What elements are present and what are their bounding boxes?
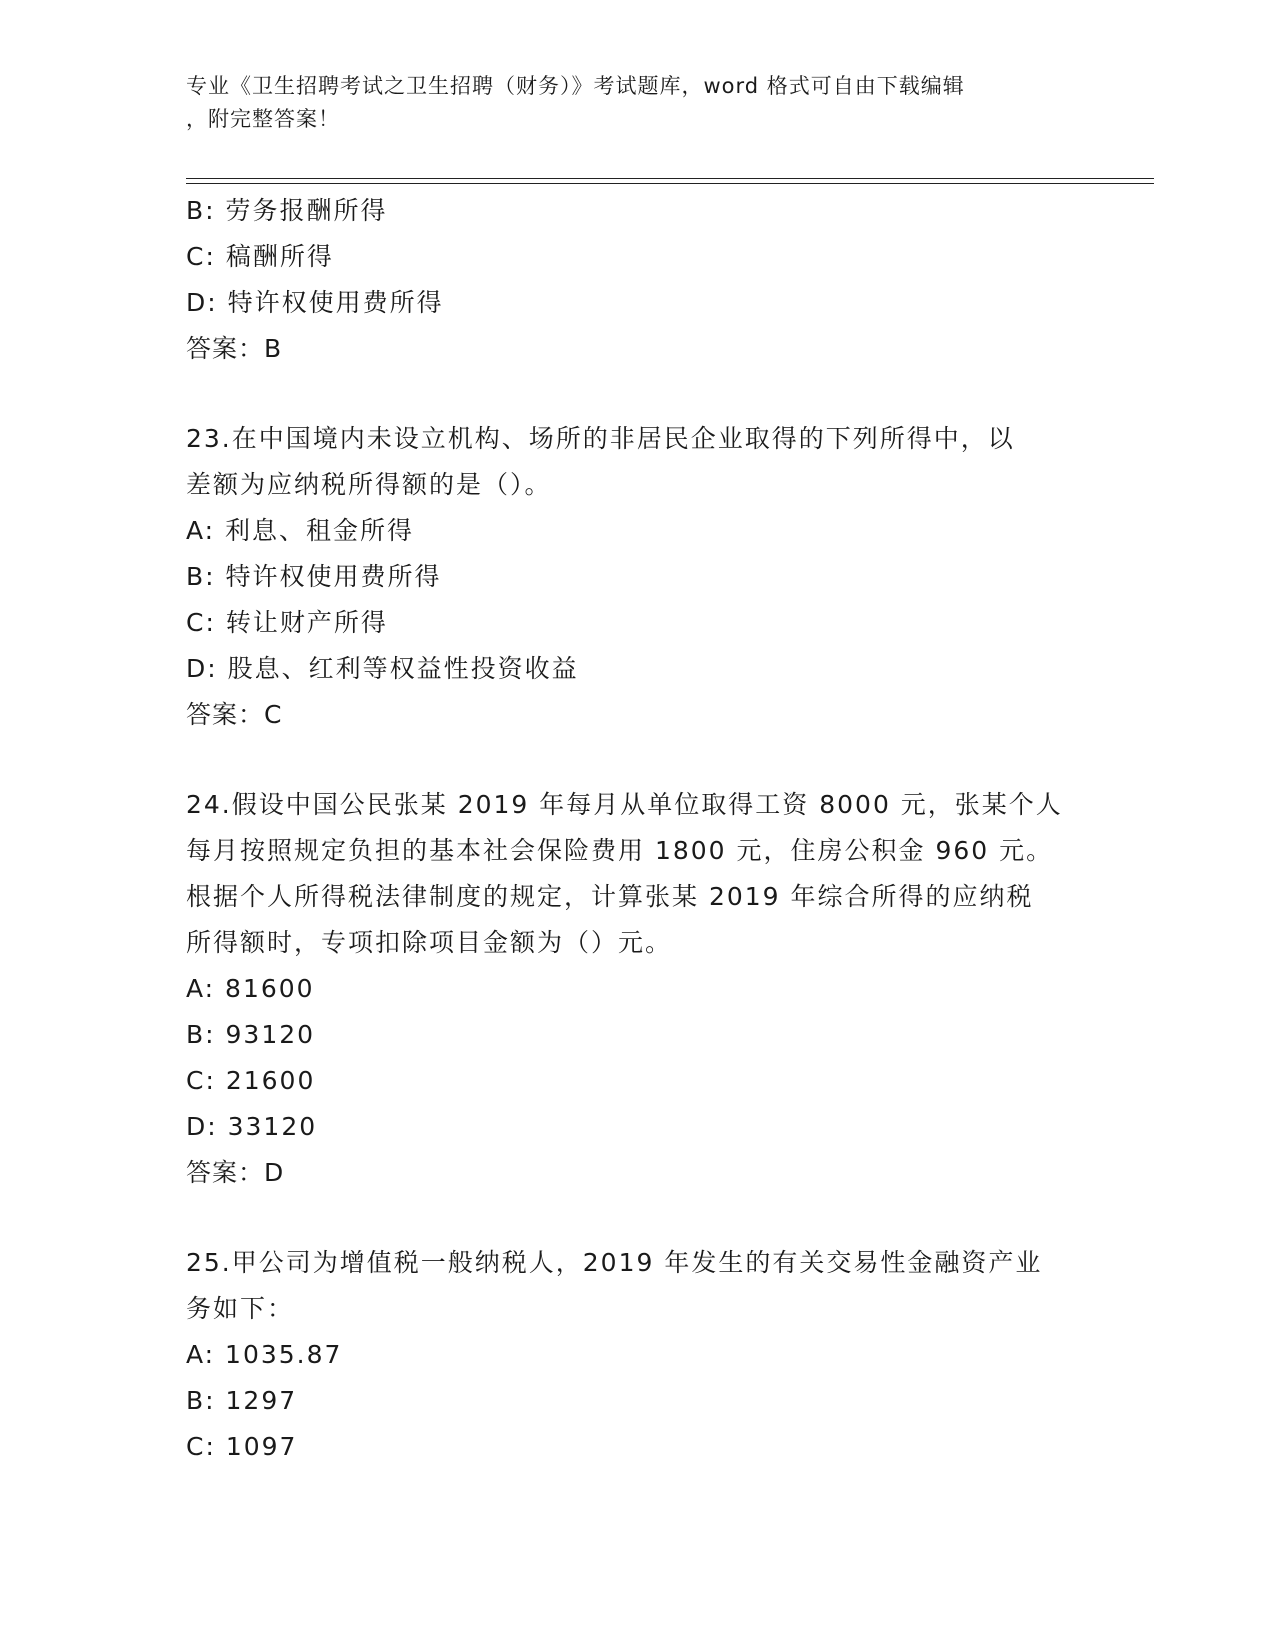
question-25 xyxy=(186,1240,1086,1470)
question-text-line: 23.在中国境内未设立机构、场所的非居民企业取得的下列所得中，以 xyxy=(186,424,1015,453)
option-b: B: 特许权使用费所得 xyxy=(186,562,442,591)
document-header xyxy=(186,70,1066,136)
option-a: A: 1035.87 xyxy=(186,1340,343,1369)
spacer xyxy=(186,738,1086,782)
question-text-line: 差额为应纳税所得额的是（）。 xyxy=(186,470,552,499)
answer: 答案：C xyxy=(186,700,283,729)
question-text-line: 务如下： xyxy=(186,1294,295,1323)
question-22-tail xyxy=(186,188,1086,372)
question-text-line: 25.甲公司为增值税一般纳税人，2019 年发生的有关交易性金融资产业 xyxy=(186,1248,1043,1277)
option-d: D: 特许权使用费所得 xyxy=(186,288,444,317)
option-a: A: 利息、租金所得 xyxy=(186,516,415,545)
question-text-line: 根据个人所得税法律制度的规定，计算张某 2019 年综合所得的应纳税 xyxy=(186,882,1034,911)
option-a: A: 81600 xyxy=(186,974,315,1003)
header-divider-bottom xyxy=(186,183,1154,184)
option-d: D: 33120 xyxy=(186,1112,318,1141)
question-text-line: 24.假设中国公民张某 2019 年每月从单位取得工资 8000 元，张某个人 xyxy=(186,790,1063,819)
question-24 xyxy=(186,782,1086,1196)
spacer xyxy=(186,372,1086,416)
option-c: C: 1097 xyxy=(186,1432,298,1461)
spacer xyxy=(186,1196,1086,1240)
header-line-2: ，附完整答案！ xyxy=(186,107,340,131)
option-c: C: 转让财产所得 xyxy=(186,608,388,637)
question-list xyxy=(186,188,1086,1470)
question-text-line: 每月按照规定负担的基本社会保险费用 1800 元，住房公积金 960 元。 xyxy=(186,836,1054,865)
option-c: C: 稿酬所得 xyxy=(186,242,334,271)
header-line-1: 专业《卫生招聘考试之卫生招聘（财务）》考试题库，word 格式可自由下载编辑 xyxy=(186,74,965,98)
option-d: D: 股息、红利等权益性投资收益 xyxy=(186,654,579,683)
option-b: B: 1297 xyxy=(186,1386,298,1415)
question-23 xyxy=(186,416,1086,738)
option-c: C: 21600 xyxy=(186,1066,316,1095)
answer: 答案：D xyxy=(186,1158,285,1187)
question-text-line: 所得额时，专项扣除项目金额为（）元。 xyxy=(186,928,673,957)
answer: 答案：B xyxy=(186,334,283,363)
option-b: B: 93120 xyxy=(186,1020,316,1049)
option-b: B: 劳务报酬所得 xyxy=(186,196,388,225)
header-divider-top xyxy=(186,178,1154,179)
